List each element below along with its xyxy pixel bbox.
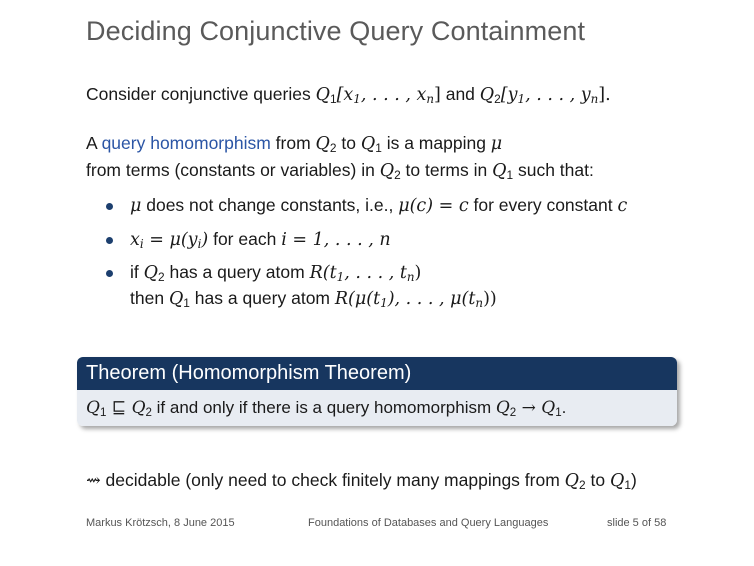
thm-subset: ⊑ — [106, 398, 132, 418]
b3-atom-rest: , . . . , t — [344, 263, 407, 283]
concl-q1-sub: 1 — [624, 477, 631, 492]
bullet-2 — [130, 229, 391, 250]
b3-atom-end: ) — [414, 263, 422, 283]
bullet-marker-3 — [106, 270, 113, 277]
q1-args-end: ] — [434, 85, 441, 105]
q1-args: [x — [336, 85, 354, 105]
def-mu: μ — [490, 134, 503, 154]
b3-has-atom: has a query atom — [164, 262, 310, 282]
q1-args-rest: , . . . , x — [360, 85, 427, 105]
b1-mu: μ — [130, 196, 142, 216]
def-q1-sub: 1 — [375, 140, 382, 155]
b3-atom: R(t — [309, 263, 337, 283]
theorem-box — [77, 357, 677, 426]
q2-args-sub2: n — [590, 91, 599, 106]
footer-slide-number: slide 5 of 58 — [607, 517, 667, 529]
thm-q2: Q — [131, 398, 146, 418]
b3-q1-sub: 1 — [183, 295, 190, 310]
b2-mid: for each — [208, 229, 282, 249]
def2-q1-sub: 1 — [506, 167, 514, 182]
b1-text-b: for every constant — [468, 195, 618, 215]
b3-has-atom-2: has a query atom — [189, 288, 335, 308]
def-from: from — [270, 133, 316, 153]
intro-line — [86, 84, 611, 105]
slide-title: Deciding Conjunctive Query Containment — [86, 16, 586, 46]
leads-to-icon: ⇝ — [86, 471, 101, 491]
concl-q2-sub: 2 — [579, 477, 586, 492]
intro-text: Consider conjunctive queries — [86, 84, 316, 104]
def-a: A — [86, 133, 102, 153]
b3-atom-sub: 1 — [336, 269, 345, 284]
thm-q1-sub: 1 — [99, 406, 107, 419]
b3-atom2: R(μ(t — [334, 289, 381, 309]
bullet-3-line-2 — [130, 288, 497, 309]
query-homomorphism-term: query homomorphism — [101, 133, 271, 153]
b2-x: x — [130, 230, 140, 250]
q2-args: [y — [500, 85, 518, 105]
b3-q1: Q — [168, 289, 184, 309]
b3-atom2-end: )) — [483, 289, 497, 309]
concl-q1: Q — [609, 471, 625, 491]
theorem-heading: Theorem (Homomorphism Theorem) — [77, 357, 677, 390]
thm-text: if and only if there is a query homomorphism — [151, 398, 496, 417]
definition-line-2 — [86, 160, 594, 181]
def2-q1: Q — [492, 161, 507, 181]
thm-q1: Q — [86, 398, 100, 418]
bullet-marker-1 — [106, 203, 113, 210]
def-line2b: to terms in — [400, 160, 493, 180]
thm-q2b-sub: 2 — [509, 406, 517, 419]
q2-args-rest: , . . . , y — [525, 85, 591, 105]
q1-sub: 1 — [329, 91, 337, 106]
q2-sub: 2 — [494, 91, 501, 106]
thm-q2-sub: 2 — [145, 406, 152, 419]
q1-args-sub: 1 — [353, 91, 361, 106]
footer-author: Markus Krötzsch, 8 June 2015 — [86, 517, 235, 529]
thm-q1b-sub: 1 — [555, 406, 562, 419]
b3-atom2-sub2: n — [475, 295, 484, 310]
b2-sub: i — [139, 236, 144, 251]
def-mapping: is a mapping — [381, 133, 491, 153]
def-q2-sub: 2 — [329, 140, 337, 155]
b3-then: then — [130, 288, 169, 308]
concl-to: to — [585, 470, 610, 490]
q2-symbol: Q — [479, 85, 495, 105]
def-line2c: such that: — [513, 160, 594, 180]
b1-text-a: does not change constants, i.e., — [141, 195, 399, 215]
conclusion-line — [86, 470, 637, 491]
b3-q2: Q — [143, 263, 158, 283]
b1-c: c — [617, 196, 628, 216]
b3-atom2-rest: ), . . . , μ(t — [387, 289, 476, 309]
q1-args-sub2: n — [426, 91, 435, 106]
thm-end: . — [561, 398, 567, 417]
b2-eq: = μ(y — [143, 230, 198, 250]
theorem-body — [77, 390, 677, 426]
b2-close: ) — [201, 230, 209, 250]
b1-expr: μ(c) = c — [398, 196, 469, 216]
b3-if: if — [130, 262, 144, 282]
b3-atom-sub2: n — [406, 269, 415, 284]
b2-sub2: i — [197, 236, 202, 251]
thm-arrow: → — [516, 398, 542, 418]
footer-course: Foundations of Databases and Query Languages — [308, 517, 549, 529]
intro-and: and — [440, 84, 480, 104]
def-q2: Q — [315, 134, 330, 154]
q2-args-sub: 1 — [517, 91, 526, 106]
thm-q1b: Q — [541, 398, 556, 418]
q1-symbol: Q — [315, 85, 330, 105]
b2-range: i = 1, . . . , n — [281, 230, 391, 250]
q2-args-end: ]. — [598, 85, 611, 105]
bullet-1 — [130, 195, 627, 216]
concl-q2: Q — [564, 471, 580, 491]
bullet-marker-2 — [106, 237, 113, 244]
thm-q2b: Q — [495, 398, 510, 418]
def-q1: Q — [360, 134, 376, 154]
bullet-3-line-1 — [130, 262, 421, 283]
def-line2a: from terms (constants or variables) in — [86, 160, 380, 180]
b3-atom2-sub: 1 — [380, 295, 388, 310]
b3-q2-sub: 2 — [157, 269, 165, 284]
conclusion-text: decidable (only need to check finitely many mappings from — [100, 470, 565, 490]
def2-q2: Q — [379, 161, 395, 181]
def2-q2-sub: 2 — [394, 167, 401, 182]
definition-line-1 — [86, 133, 502, 154]
concl-end: ) — [630, 470, 637, 490]
def-to: to — [336, 133, 361, 153]
